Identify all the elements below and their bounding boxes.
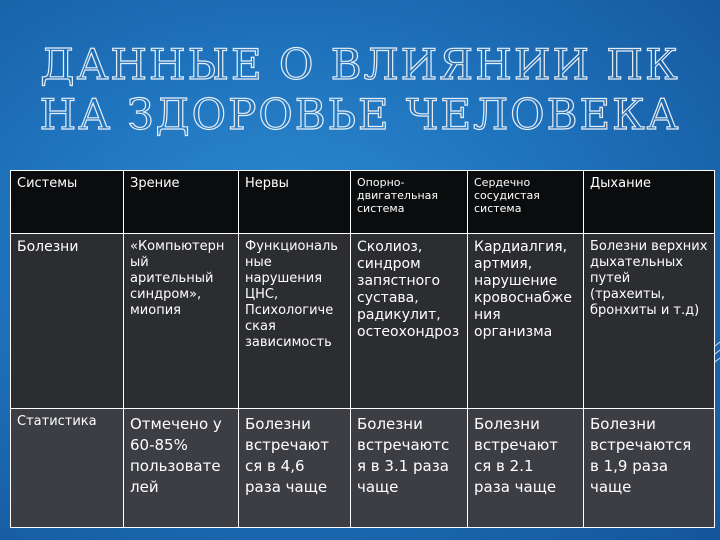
row-label-diseases: Болезни <box>11 234 124 409</box>
table-cell: Сколиоз, синдром запястного сустава, радикулит, остеохондроз <box>351 234 468 409</box>
slide-title-line-2: НА ЗДОРОВЬЕ ЧЕЛОВЕКА <box>39 90 681 139</box>
table-cell: Кардиалгия, артмия, нарушение кровоснабже ния организма <box>468 234 584 409</box>
table-row-diseases <box>11 234 715 409</box>
table-cell: Болезни встречают ся в 2.1 раза чаще <box>468 409 584 528</box>
header-cell-breathing: Дыхание <box>584 171 715 234</box>
table-cell: Болезни верхних дыхательных путей (трахеиты, бронхиты и т.д) <box>584 234 715 409</box>
row-label-statistics: Статистика <box>11 409 124 528</box>
table-row-statistics <box>11 409 715 528</box>
health-impact-table <box>10 170 715 528</box>
table-cell: Отмечено у 60-85% пользовате лей <box>124 409 239 528</box>
header-cell-cardiovascular: Сердечно сосудистая система <box>468 171 584 234</box>
header-cell-musculoskeletal: Опорно- двигательная система <box>351 171 468 234</box>
header-cell-vision: Зрение <box>124 171 239 234</box>
header-cell-systems: Системы <box>11 171 124 234</box>
table-cell: Болезни встречаются в 1,9 раза чаще <box>584 409 715 528</box>
table-cell: «Компьютерн ый арительный синдром», миопия <box>124 234 239 409</box>
table-cell: Болезни встречаютс я в 3.1 раза чаще <box>351 409 468 528</box>
header-cell-nerves: Нервы <box>239 171 351 234</box>
table-header-row <box>11 171 715 234</box>
slide-title-line-1: ДАННЫЕ О ВЛИЯНИИ ПК <box>40 40 680 89</box>
table-cell: Болезни встречают ся в 4,6 раза чаще <box>239 409 351 528</box>
table-cell: Функциональ ные нарушения ЦНС, Психологиче ская зависимость <box>239 234 351 409</box>
slide-title <box>0 40 720 140</box>
